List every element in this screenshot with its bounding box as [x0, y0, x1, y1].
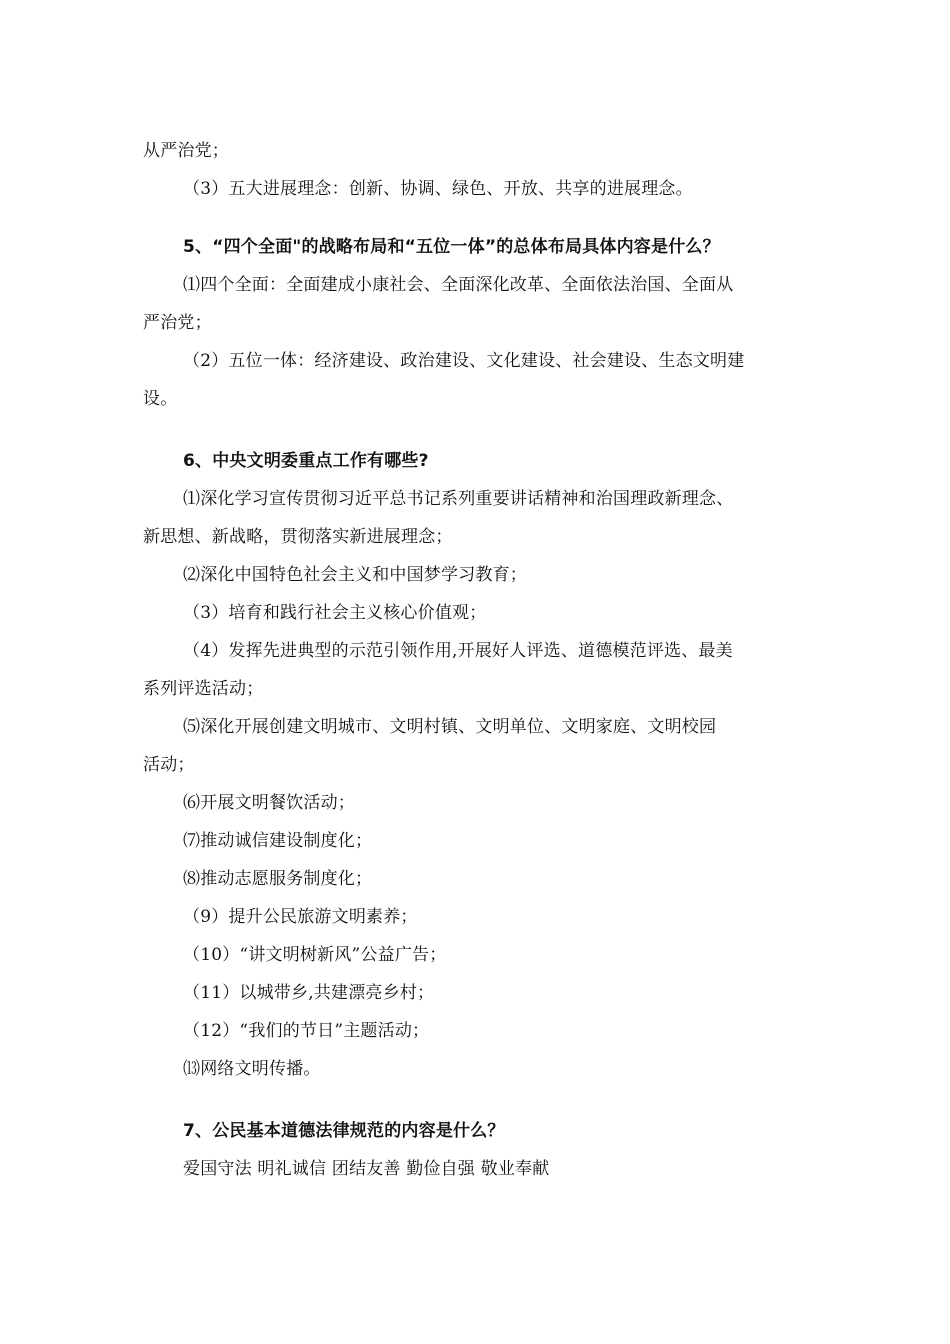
q6-item-11: （11）以城带乡,共建漂亮乡村； [183, 983, 435, 1003]
q5-item-1-line-1: ⑴四个全面：全面建成小康社会、全面深化改革、全面依法治国、全面从 [183, 275, 734, 295]
q5-item-2-line-1: （2）五位一体：经济建设、政治建设、文化建设、社会建设、生态文明建 [183, 351, 745, 371]
q6-item-7: ⑺推动诚信建设制度化； [183, 831, 373, 851]
q6-item-4-line-2: 系列评选活动； [143, 679, 264, 699]
q5-item-2-line-2: 设。 [143, 389, 178, 409]
q7-answer: 爱国守法 明礼诚信 团结友善 勤俭自强 敬业奉献 [183, 1159, 550, 1179]
q6-item-1-line-2: 新思想、新战略，贯彻落实新进展理念； [143, 527, 453, 547]
intro-item-3: （3）五大进展理念：创新、协调、绿色、开放、共享的进展理念。 [183, 179, 693, 199]
q6-item-3: （3）培育和践行社会主义核心价值观； [183, 603, 487, 623]
q6-item-12: （12）“我们的节日”主题活动； [183, 1021, 430, 1041]
q6-item-5-line-1: ⑸深化开展创建文明城市、文明村镇、文明单位、文明家庭、文明校园 [183, 717, 717, 737]
q6-item-2: ⑵深化中国特色社会主义和中国梦学习教育； [183, 565, 527, 585]
continuation-line: 从严治党； [143, 141, 229, 161]
question-6-heading: 6、中央文明委重点工作有哪些? [183, 451, 429, 471]
q5-item-1-line-2: 严治党； [143, 313, 212, 333]
question-5-heading: 5、“四个全面"的战略布局和“五位一体”的总体布局具体内容是什么？ [183, 237, 720, 257]
q6-item-8: ⑻推动志愿服务制度化； [183, 869, 373, 889]
q6-item-13: ⒀网络文明传播。 [183, 1059, 321, 1079]
question-7-heading: 7、公民基本道德法律规范的内容是什么？ [183, 1121, 505, 1141]
q6-item-6: ⑹开展文明餐饮活动； [183, 793, 355, 813]
q6-item-1-line-1: ⑴深化学习宣传贯彻习近平总书记系列重要讲话精神和治国理政新理念、 [183, 489, 734, 509]
q6-item-10: （10）“讲文明树新风”公益广告； [183, 945, 447, 965]
q6-item-5-line-2: 活动； [143, 755, 195, 775]
q6-item-9: （9）提升公民旅游文明素养； [183, 907, 418, 927]
q6-item-4-line-1: （4）发挥先进典型的示范引领作用,开展好人评选、道德模范评选、最美 [183, 641, 733, 661]
